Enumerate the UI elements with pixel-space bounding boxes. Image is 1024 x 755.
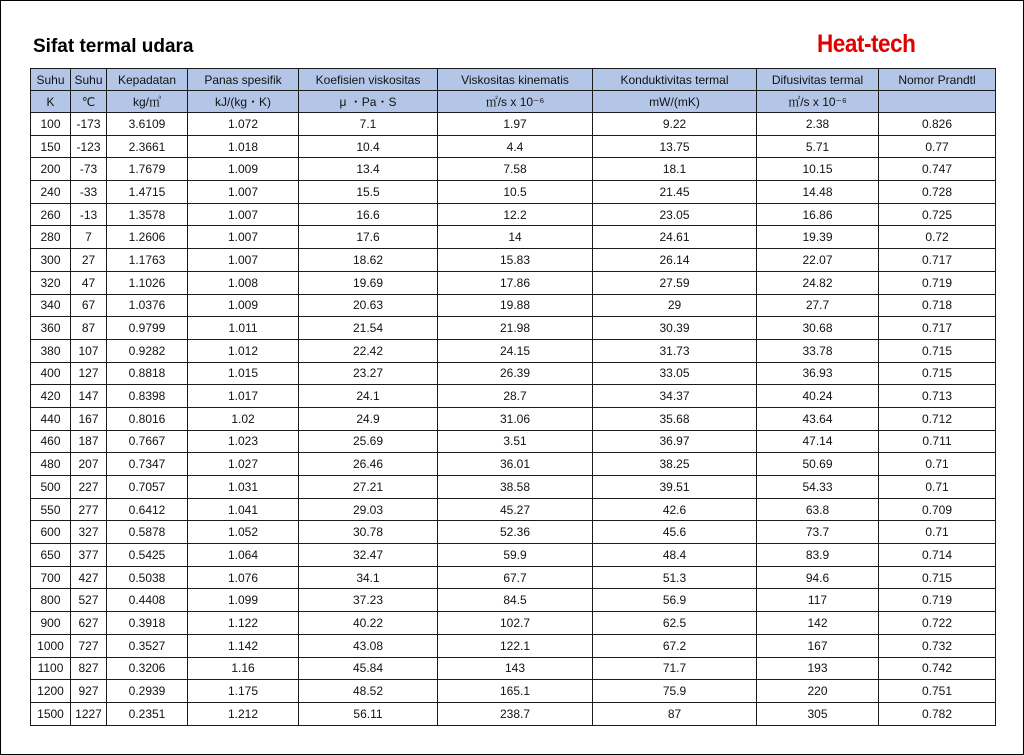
table-cell: 1.007 [188, 226, 299, 249]
table-row [31, 544, 996, 567]
table-cell: 300 [31, 249, 71, 272]
table-cell: 117 [757, 589, 879, 612]
table-row [31, 249, 996, 272]
table-cell: 0.3527 [107, 634, 188, 657]
table-cell: 1.072 [188, 113, 299, 136]
table-cell: 0.742 [879, 657, 996, 680]
column-header: Nomor Prandtl [879, 69, 996, 91]
column-header: Difusivitas termal [757, 69, 879, 91]
table-cell: 0.715 [879, 566, 996, 589]
table-cell: 0.782 [879, 702, 996, 725]
table-cell: 1.017 [188, 385, 299, 408]
table-cell: 0.6412 [107, 498, 188, 521]
table-cell: 23.27 [299, 362, 438, 385]
table-row [31, 271, 996, 294]
table-cell: 1.009 [188, 294, 299, 317]
table-cell: 165.1 [438, 680, 593, 703]
table-cell: 1.052 [188, 521, 299, 544]
table-cell: 3.51 [438, 430, 593, 453]
table-cell: 700 [31, 566, 71, 589]
column-header: Panas spesifik [188, 69, 299, 91]
unit-header: kJ/(kg・K) [188, 91, 299, 113]
table-cell: 627 [71, 612, 107, 635]
table-cell: 23.05 [593, 203, 757, 226]
table-cell: 0.713 [879, 385, 996, 408]
table-cell: 380 [31, 339, 71, 362]
table-cell: 305 [757, 702, 879, 725]
table-cell: 1.142 [188, 634, 299, 657]
table-cell: 25.69 [299, 430, 438, 453]
table-cell: 20.63 [299, 294, 438, 317]
table-cell: 1.041 [188, 498, 299, 521]
air-properties-table [30, 68, 996, 726]
table-cell: 29.03 [299, 498, 438, 521]
table-cell: 5.71 [757, 135, 879, 158]
table-cell: 280 [31, 226, 71, 249]
table-cell: 26.39 [438, 362, 593, 385]
table-cell: 19.88 [438, 294, 593, 317]
table-cell: 28.7 [438, 385, 593, 408]
table-cell: 0.8818 [107, 362, 188, 385]
table-cell: 67.2 [593, 634, 757, 657]
table-cell: 1000 [31, 634, 71, 657]
table-cell: 0.4408 [107, 589, 188, 612]
table-cell: 21.45 [593, 181, 757, 204]
table-cell: 277 [71, 498, 107, 521]
table-cell: 0.732 [879, 634, 996, 657]
table-cell: 0.826 [879, 113, 996, 136]
table-cell: 24.15 [438, 339, 593, 362]
table-cell: 56.11 [299, 702, 438, 725]
table-cell: 0.2351 [107, 702, 188, 725]
table-cell: 227 [71, 476, 107, 499]
table-cell: 0.717 [879, 249, 996, 272]
table-cell: 927 [71, 680, 107, 703]
table-cell: 150 [31, 135, 71, 158]
table-cell: 1.02 [188, 407, 299, 430]
table-cell: 122.1 [438, 634, 593, 657]
table-cell: 320 [31, 271, 71, 294]
table-cell: 17.86 [438, 271, 593, 294]
table-cell: 727 [71, 634, 107, 657]
table-cell: 7 [71, 226, 107, 249]
table-cell: 360 [31, 317, 71, 340]
table-cell: 1.97 [438, 113, 593, 136]
table-cell: -173 [71, 113, 107, 136]
table-cell: 377 [71, 544, 107, 567]
table-row [31, 680, 996, 703]
table-cell: 73.7 [757, 521, 879, 544]
brand-logo: Heat-tech [817, 30, 916, 58]
table-row [31, 476, 996, 499]
table-cell: 34.1 [299, 566, 438, 589]
table-cell: 220 [757, 680, 879, 703]
table-cell: 1200 [31, 680, 71, 703]
table-cell: 427 [71, 566, 107, 589]
table-cell: 260 [31, 203, 71, 226]
table-cell: 30.39 [593, 317, 757, 340]
table-cell: 0.9799 [107, 317, 188, 340]
table-cell: 62.5 [593, 612, 757, 635]
table-cell: 32.47 [299, 544, 438, 567]
table-cell: 1.1763 [107, 249, 188, 272]
table-cell: 4.4 [438, 135, 593, 158]
table-cell: 24.1 [299, 385, 438, 408]
table-cell: 0.715 [879, 339, 996, 362]
table-cell: 420 [31, 385, 71, 408]
table-cell: 24.61 [593, 226, 757, 249]
table-row [31, 113, 996, 136]
table-cell: 127 [71, 362, 107, 385]
table-cell: 10.5 [438, 181, 593, 204]
table-cell: 40.22 [299, 612, 438, 635]
table-cell: 22.42 [299, 339, 438, 362]
table-cell: 18.1 [593, 158, 757, 181]
table-cell: 167 [71, 407, 107, 430]
table-cell: 460 [31, 430, 71, 453]
table-cell: 550 [31, 498, 71, 521]
unit-row [31, 91, 996, 113]
table-cell: 29 [593, 294, 757, 317]
table-body [31, 113, 996, 726]
table-cell: 1.212 [188, 702, 299, 725]
table-cell: 1.009 [188, 158, 299, 181]
table-cell: 43.64 [757, 407, 879, 430]
table-cell: 142 [757, 612, 879, 635]
table-cell: 21.98 [438, 317, 593, 340]
table-cell: 0.5038 [107, 566, 188, 589]
table-cell: 54.33 [757, 476, 879, 499]
table-cell: 600 [31, 521, 71, 544]
table-cell: 36.97 [593, 430, 757, 453]
table-cell: -73 [71, 158, 107, 181]
table-row [31, 226, 996, 249]
table-cell: 1100 [31, 657, 71, 680]
table-cell: 1500 [31, 702, 71, 725]
table-cell: 59.9 [438, 544, 593, 567]
table-row [31, 203, 996, 226]
table-cell: 1.076 [188, 566, 299, 589]
table-cell: 0.718 [879, 294, 996, 317]
column-header: Koefisien viskositas [299, 69, 438, 91]
table-cell: 0.77 [879, 135, 996, 158]
table-cell: 0.717 [879, 317, 996, 340]
table-cell: 16.86 [757, 203, 879, 226]
table-cell: 187 [71, 430, 107, 453]
table-row [31, 657, 996, 680]
table-cell: 1.018 [188, 135, 299, 158]
unit-header: K [31, 91, 71, 113]
table-cell: 1.007 [188, 203, 299, 226]
table-cell: 33.78 [757, 339, 879, 362]
table-row [31, 566, 996, 589]
table-cell: 31.73 [593, 339, 757, 362]
table-cell: 193 [757, 657, 879, 680]
table-cell: -13 [71, 203, 107, 226]
table-row [31, 407, 996, 430]
table-cell: 440 [31, 407, 71, 430]
table-row [31, 339, 996, 362]
unit-header: μ ・Pa・S [299, 91, 438, 113]
table-cell: 87 [71, 317, 107, 340]
table-cell: 18.62 [299, 249, 438, 272]
table-cell: 340 [31, 294, 71, 317]
table-cell: 15.83 [438, 249, 593, 272]
table-cell: 1.023 [188, 430, 299, 453]
table-row [31, 158, 996, 181]
table-cell: 40.24 [757, 385, 879, 408]
column-header: Suhu [31, 69, 71, 91]
table-cell: 22.07 [757, 249, 879, 272]
table-cell: 1.4715 [107, 181, 188, 204]
column-header: Viskositas kinematis [438, 69, 593, 91]
table-cell: 0.72 [879, 226, 996, 249]
table-cell: 400 [31, 362, 71, 385]
table-cell: 35.68 [593, 407, 757, 430]
page-title: Sifat termal udara [33, 36, 194, 57]
table-cell: 240 [31, 181, 71, 204]
table-cell: 56.9 [593, 589, 757, 612]
table-cell: 0.719 [879, 589, 996, 612]
table-cell: 75.9 [593, 680, 757, 703]
table-cell: 19.39 [757, 226, 879, 249]
table-cell: 0.714 [879, 544, 996, 567]
table-cell: 527 [71, 589, 107, 612]
table-cell: 0.8016 [107, 407, 188, 430]
table-cell: 19.69 [299, 271, 438, 294]
table-cell: 7.1 [299, 113, 438, 136]
table-cell: 1.007 [188, 249, 299, 272]
table-cell: 15.5 [299, 181, 438, 204]
table-cell: 0.2939 [107, 680, 188, 703]
table-cell: 0.71 [879, 476, 996, 499]
table-cell: 0.5425 [107, 544, 188, 567]
table-cell: 2.3661 [107, 135, 188, 158]
table-cell: 45.27 [438, 498, 593, 521]
table-cell: 1227 [71, 702, 107, 725]
unit-header: mW/(mK) [593, 91, 757, 113]
table-cell: 480 [31, 453, 71, 476]
table-cell: 14 [438, 226, 593, 249]
table-cell: 39.51 [593, 476, 757, 499]
table-row [31, 634, 996, 657]
table-row [31, 385, 996, 408]
table-cell: 0.7347 [107, 453, 188, 476]
table-cell: -123 [71, 135, 107, 158]
table-cell: 650 [31, 544, 71, 567]
table-cell: 63.8 [757, 498, 879, 521]
column-header: Kepadatan [107, 69, 188, 91]
table-cell: 42.6 [593, 498, 757, 521]
table-cell: 327 [71, 521, 107, 544]
table-row [31, 430, 996, 453]
table-cell: 1.7679 [107, 158, 188, 181]
table-cell: 10.4 [299, 135, 438, 158]
unit-header: ㎡/s x 10⁻⁶ [757, 91, 879, 113]
table-cell: 102.7 [438, 612, 593, 635]
table-row [31, 498, 996, 521]
table-cell: 51.3 [593, 566, 757, 589]
table-cell: 9.22 [593, 113, 757, 136]
table-cell: 34.37 [593, 385, 757, 408]
table-cell: 147 [71, 385, 107, 408]
table-cell: 0.7057 [107, 476, 188, 499]
table-cell: 12.2 [438, 203, 593, 226]
table-cell: 3.6109 [107, 113, 188, 136]
table-cell: 21.54 [299, 317, 438, 340]
table-cell: 24.9 [299, 407, 438, 430]
table-row [31, 317, 996, 340]
table-cell: 17.6 [299, 226, 438, 249]
table-cell: 0.728 [879, 181, 996, 204]
table-cell: 1.064 [188, 544, 299, 567]
column-header: Konduktivitas termal [593, 69, 757, 91]
table-cell: 52.36 [438, 521, 593, 544]
table-row [31, 612, 996, 635]
table-cell: 0.3206 [107, 657, 188, 680]
table-cell: 0.715 [879, 362, 996, 385]
table-cell: 200 [31, 158, 71, 181]
table-cell: 1.027 [188, 453, 299, 476]
table-cell: 100 [31, 113, 71, 136]
table-cell: 1.099 [188, 589, 299, 612]
table-cell: 0.709 [879, 498, 996, 521]
table-cell: 47.14 [757, 430, 879, 453]
table-cell: -33 [71, 181, 107, 204]
table-cell: 36.01 [438, 453, 593, 476]
table-cell: 48.4 [593, 544, 757, 567]
table-cell: 2.38 [757, 113, 879, 136]
table-cell: 238.7 [438, 702, 593, 725]
table-cell: 36.93 [757, 362, 879, 385]
table-cell: 1.0376 [107, 294, 188, 317]
table-cell: 10.15 [757, 158, 879, 181]
unit-header: kg/㎥ [107, 91, 188, 113]
table-cell: 50.69 [757, 453, 879, 476]
table-cell: 16.6 [299, 203, 438, 226]
table-row [31, 702, 996, 725]
table-cell: 13.75 [593, 135, 757, 158]
table-cell: 1.3578 [107, 203, 188, 226]
table-cell: 26.14 [593, 249, 757, 272]
table-cell: 167 [757, 634, 879, 657]
table-cell: 0.722 [879, 612, 996, 635]
table-cell: 45.84 [299, 657, 438, 680]
table-cell: 0.9282 [107, 339, 188, 362]
unit-header: ℃ [71, 91, 107, 113]
table-cell: 1.015 [188, 362, 299, 385]
table-cell: 1.007 [188, 181, 299, 204]
unit-header [879, 91, 996, 113]
table-cell: 30.68 [757, 317, 879, 340]
table-cell: 107 [71, 339, 107, 362]
table-cell: 84.5 [438, 589, 593, 612]
table-row [31, 589, 996, 612]
header-row [31, 69, 996, 91]
table-cell: 0.719 [879, 271, 996, 294]
table-row [31, 362, 996, 385]
table-cell: 0.5878 [107, 521, 188, 544]
table-cell: 38.25 [593, 453, 757, 476]
column-header: Suhu [71, 69, 107, 91]
table-cell: 1.031 [188, 476, 299, 499]
table-cell: 0.71 [879, 453, 996, 476]
table-cell: 143 [438, 657, 593, 680]
table-cell: 0.711 [879, 430, 996, 453]
table-cell: 14.48 [757, 181, 879, 204]
table-cell: 48.52 [299, 680, 438, 703]
table-cell: 27.7 [757, 294, 879, 317]
table-cell: 30.78 [299, 521, 438, 544]
table-cell: 0.3918 [107, 612, 188, 635]
table-cell: 24.82 [757, 271, 879, 294]
table-row [31, 453, 996, 476]
table-cell: 207 [71, 453, 107, 476]
table-cell: 71.7 [593, 657, 757, 680]
table-cell: 38.58 [438, 476, 593, 499]
table-cell: 800 [31, 589, 71, 612]
table-cell: 27 [71, 249, 107, 272]
table-row [31, 294, 996, 317]
table-cell: 827 [71, 657, 107, 680]
table-cell: 1.122 [188, 612, 299, 635]
table-cell: 67.7 [438, 566, 593, 589]
table-cell: 13.4 [299, 158, 438, 181]
table-cell: 45.6 [593, 521, 757, 544]
unit-header: ㎡/s x 10⁻⁶ [438, 91, 593, 113]
table-cell: 7.58 [438, 158, 593, 181]
table-row [31, 135, 996, 158]
table-cell: 94.6 [757, 566, 879, 589]
table-cell: 0.7667 [107, 430, 188, 453]
table-cell: 500 [31, 476, 71, 499]
table-cell: 1.011 [188, 317, 299, 340]
table-row [31, 521, 996, 544]
table-cell: 0.725 [879, 203, 996, 226]
table-cell: 27.59 [593, 271, 757, 294]
table-cell: 43.08 [299, 634, 438, 657]
table-cell: 1.16 [188, 657, 299, 680]
table-cell: 67 [71, 294, 107, 317]
table-cell: 1.175 [188, 680, 299, 703]
table-cell: 0.712 [879, 407, 996, 430]
table-cell: 26.46 [299, 453, 438, 476]
table-cell: 27.21 [299, 476, 438, 499]
table-cell: 31.06 [438, 407, 593, 430]
table-cell: 0.71 [879, 521, 996, 544]
table-cell: 1.1026 [107, 271, 188, 294]
table-cell: 1.2606 [107, 226, 188, 249]
table-cell: 33.05 [593, 362, 757, 385]
table-cell: 0.751 [879, 680, 996, 703]
table-cell: 1.012 [188, 339, 299, 362]
table-cell: 1.008 [188, 271, 299, 294]
table-cell: 83.9 [757, 544, 879, 567]
table-cell: 87 [593, 702, 757, 725]
table-cell: 0.8398 [107, 385, 188, 408]
table-cell: 900 [31, 612, 71, 635]
table-cell: 0.747 [879, 158, 996, 181]
table-row [31, 181, 996, 204]
table-cell: 37.23 [299, 589, 438, 612]
table-cell: 47 [71, 271, 107, 294]
